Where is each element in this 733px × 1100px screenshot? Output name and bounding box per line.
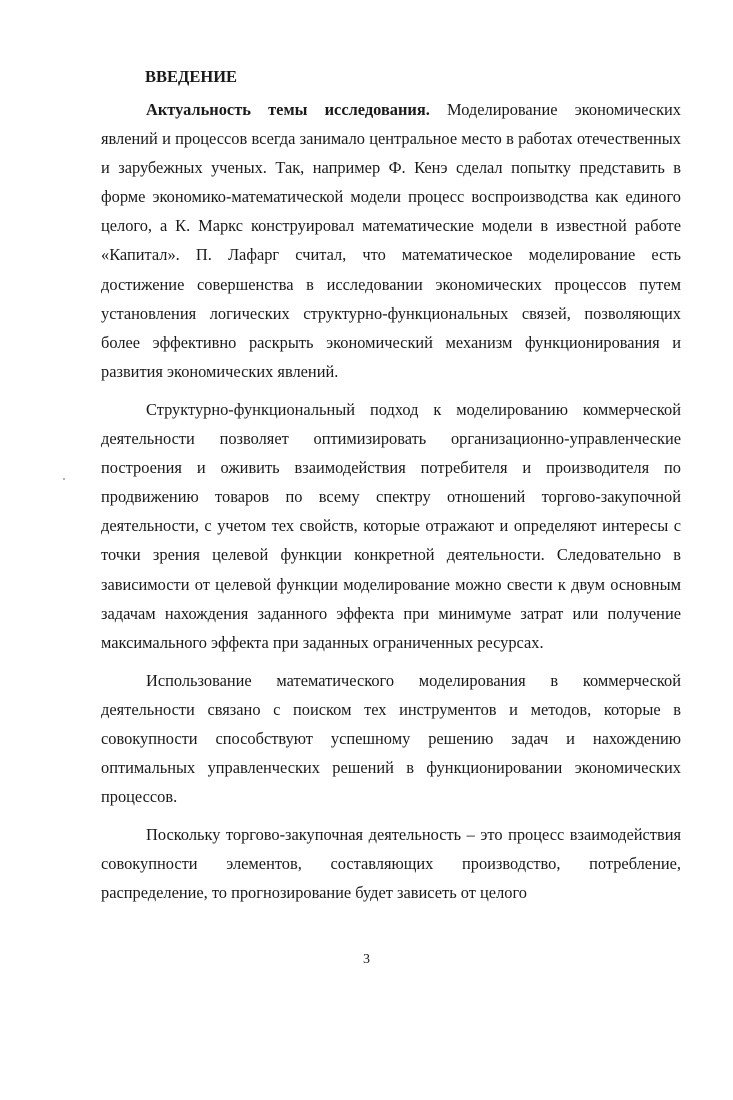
body-text — [101, 95, 681, 908]
paragraph-3: Использование математического моделирования в коммерческой деятельности связано с поиском тех инструментов и методов, которые в совокупности способствуют успешному решению задач и нахождению оптимальных управленческих решений в функционировании экономических процессов. — [101, 670, 681, 807]
scan-speck — [63, 478, 65, 480]
paragraph-1 — [101, 95, 681, 386]
section-heading: ВВЕДЕНИЕ — [145, 67, 238, 86]
paragraph-2: Структурно-функциональный подход к моделированию коммерческой деятельности позволяет оптимизировать организационно-управленческие построения и оживить взаимодействия потребителя и производителя по продвижению товаров по всему спектру отношений торгово-закупочной деятельности, с учетом тех свойств, которые отражают и определяют интересы с точки зрения целевой функции конкретной деятельности. Следовательно в зависимости от целевой функции моделирование можно свести к двум основным задачам нахождения заданного эффекта при минимуме затрат или получение максимального эффекта при заданных ограниченных ресурсах. — [101, 399, 681, 652]
lead-title: Актуальность темы исследования. — [146, 100, 430, 119]
paragraph-4: Поскольку торгово-закупочная деятельность – это процесс взаимодействия совокупности элементов, составляющих производство, потребление, распределение, то прогнозирование будет зависеть от целого — [101, 825, 681, 903]
paragraph-1-text: Моделирование экономических явлений и процессов всегда занимало центральное место в работах отечественных и зарубежных ученых. Так, например Ф. Кенэ сделал попытку представить в форме экономико-математической модели процесс воспроизводства как единого целого, а К. Маркс конструировал математические модели в известной работе «Капитал». П. Лафарг считал, что математическое моделирование есть достижение совершенства в исследовании экономических процессов путем установления логических структурно-функциональных связей, позволяющих более эффективно раскрыть экономический механизм функционирования и развития экономических явлений. — [101, 100, 681, 381]
page-number: 3 — [363, 952, 370, 967]
